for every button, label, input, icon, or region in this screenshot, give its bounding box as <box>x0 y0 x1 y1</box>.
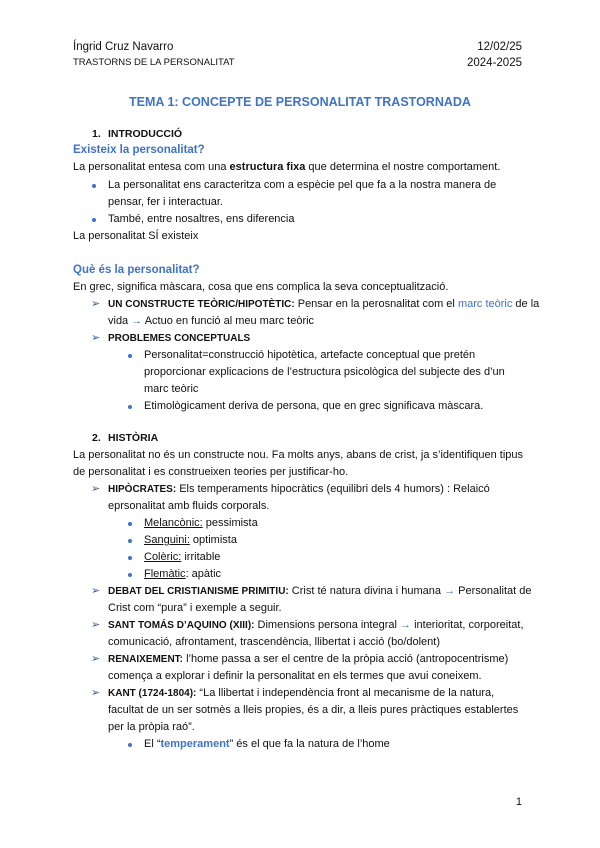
arrow-bullet-icon: ➢ <box>91 653 101 665</box>
debat-line: DEBAT DEL CRISTIANISME PRIMITIU: Crist té natura divina i humana → Personalitat de <box>108 585 532 597</box>
debat-line-2: Crist com “pura” i exemple a seguir. <box>108 602 282 614</box>
renaixement-line-2: comença a explorar i definir la personalitat en els termes que avui coneixem. <box>108 670 482 682</box>
arrow-bullet-icon: ➢ <box>91 332 101 344</box>
hipocrates-line-2: eprsonalitat amb fluids corporals. <box>108 500 270 512</box>
header-year: 2024-2025 <box>467 57 522 69</box>
bullet-text: proporcionar explicacions de l’estructura psicològica del subjecte des d’un <box>144 366 505 378</box>
paragraph-estructura: La personalitat entesa com una estructura fixa que determina el nostre comportament. <box>73 161 501 173</box>
hipocrates-line: HIPÒCRATES: Els temperaments hipocràtics (equilibri dels 4 humors) : Relaicó <box>108 483 490 495</box>
bullet-icon <box>128 539 132 543</box>
arrow-bullet-icon: ➢ <box>91 585 101 597</box>
constructe-line: UN CONSTRUCTE TEÒRIC/HIPOTÈTIC: Pensar en la perosnalitat com el marc teòric de la <box>108 298 540 310</box>
paragraph-historia: La personalitat no és un constructe nou. Fa molts anys, abans de crist, ja s’identifiquen tipus <box>73 449 524 461</box>
constructe-line-2: vida → Actuo en funció al meu marc teòric <box>108 315 315 327</box>
kant-line: KANT (1724-1804): “La llibertat i independència front al mecanisme de la natura, <box>108 687 495 699</box>
kant-line-3: per la pròpia raó”. <box>108 721 195 733</box>
paragraph-existeix: La personalitat SÍ existeix <box>73 230 199 242</box>
arrow-bullet-icon: ➢ <box>91 619 101 631</box>
arrow-bullet-icon: ➢ <box>91 298 101 310</box>
bullet-icon <box>128 556 132 560</box>
tomas-line: SANT TOMÁS D’AQUINO (XIII): Dimensions persona integral → interioritat, corporeitat, <box>108 619 524 631</box>
kant-line-2: facultat de un ser sotmès a lleis propies, és a dir, a lleis pures pràctiques establertes <box>108 704 519 716</box>
bullet-text: marc teòric <box>144 383 199 395</box>
section-1-number: 1. <box>92 128 101 140</box>
section-2-number: 2. <box>92 432 101 444</box>
problemes-label: PROBLEMES CONCEPTUALS <box>108 333 251 344</box>
header-date: 12/02/25 <box>477 41 522 53</box>
temperament-item: El “temperament” és el que fa la natura de l’home <box>144 738 390 750</box>
bullet-icon <box>128 573 132 577</box>
page-title: TEMA 1: CONCEPTE DE PERSONALITAT TRASTORNADA <box>129 95 471 109</box>
paragraph-historia-2: de personalitat i es construeixen teories per justificar-ho. <box>73 466 349 478</box>
bullet-text: Personalitat=construcció hipotètica, artefacte conceptual que pretén <box>144 349 476 361</box>
bullet-icon <box>128 405 132 409</box>
humor-item: Colèric: irritable <box>144 551 221 563</box>
page-number: 1 <box>515 796 522 808</box>
header-author: Íngrid Cruz Navarro <box>73 41 174 53</box>
humor-item: Melancònic: pessimista <box>144 517 258 529</box>
header-subject: TRASTORNS DE LA PERSONALITAT <box>73 57 235 68</box>
question-que-es: Què és la personalitat? <box>73 264 200 276</box>
bullet-icon <box>128 522 132 526</box>
bullet-icon <box>128 743 132 747</box>
bullet-icon <box>128 354 132 358</box>
humor-item: Flemàtic: apàtic <box>144 568 222 580</box>
bullet-text: També, entre nosaltres, ens diferencia <box>108 213 295 225</box>
paragraph-grec: En grec, significa màscara, cosa que ens complica la seva conceptualització. <box>73 281 449 293</box>
section-1-heading: INTRODUCCIÓ <box>108 128 183 140</box>
question-existeix: Existeix la personalitat? <box>73 144 205 156</box>
arrow-bullet-icon: ➢ <box>91 483 101 495</box>
humor-item: Sanguini: optimista <box>144 534 237 546</box>
bullet-icon <box>92 184 96 188</box>
renaixement-line: RENAIXEMENT: l’home passa a ser el centre de la pròpia acció (antropocentrisme) <box>108 653 509 665</box>
bullet-text: La personalitat ens caracteritza com a espècie pel que fa a la nostra manera de <box>108 179 497 191</box>
tomas-line-2: comunicació, afrontament, trascendència, llibertat i acció (bo/dolent) <box>108 636 441 648</box>
bullet-text: Etimològicament deriva de persona, que en grec significava màscara. <box>144 400 484 412</box>
bullet-icon <box>92 218 96 222</box>
section-2-heading: HISTÒRIA <box>108 432 159 444</box>
bullet-text: pensar, fer i interactuar. <box>108 196 223 208</box>
arrow-bullet-icon: ➢ <box>91 687 101 699</box>
